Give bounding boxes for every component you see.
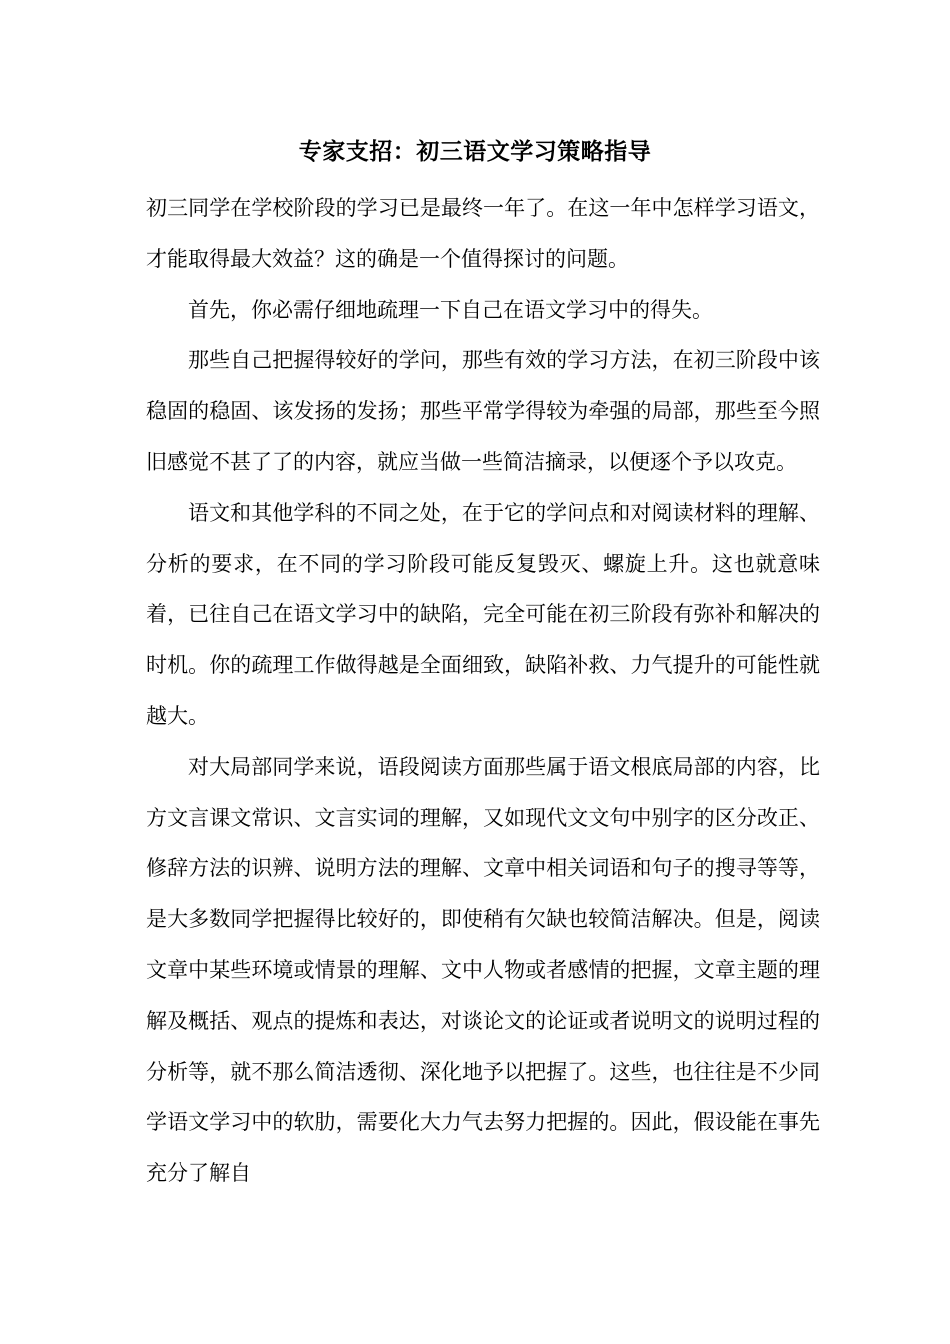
document-body <box>146 183 820 1199</box>
paragraph-2: 首先，你必需仔细地疏理一下自己在语文学习中的得失。 <box>188 297 713 322</box>
document-title: 专家支招：初三语文学习策略指导 <box>298 138 652 165</box>
paragraph-5: 对大局部同学来说，语段阅读方面那些属于语文根底局部的内容，比方文言课文常识、文言实词的理解，又如现代文文句中别字的区分改正、修辞方法的识辨、说明方法的理解、文章中相关词语和句子的搜寻等等，是大多数同学把握得比较好的，即使稍有欠缺也较简洁解决。但是，阅读文章中某些环境或情景的理解、文中人物或者感情的把握，文章主题的理解及概括、观点的提炼和表达，对谈论文的论证或者说明文的说明过程的分析等，就不那么简洁透彻、深化地予以把握了。这些，也往往是不少同学语文学习中的软肋，需要化大力气去努力把握的。因此，假设能在事先充分了解自 <box>146 754 820 1186</box>
paragraph-4: 语文和其他学科的不同之处，在于它的学问点和对阅读材料的理解、分析的要求，在不同的学习阶段可能反复毁灭、螺旋上升。这也就意味着，已往自己在语文学习中的缺陷，完全可能在初三阶段有弥补和解决的时机。你的疏理工作做得越是全面细致，缺陷补救、力气提升的可能性就越大。 <box>146 500 820 728</box>
paragraph-3: 那些自己把握得较好的学问，那些有效的学习方法，在初三阶段中该稳固的稳固、该发扬的发扬；那些平常学得较为牵强的局部，那些至今照旧感觉不甚了了的内容，就应当做一些简洁摘录，以便逐个予以攻克。 <box>146 348 820 474</box>
paragraph-1: 初三同学在学校阶段的学习已是最终一年了。在这一年中怎样学习语文，才能取得最大效益？这的确是一个值得探讨的问题。 <box>146 196 820 271</box>
